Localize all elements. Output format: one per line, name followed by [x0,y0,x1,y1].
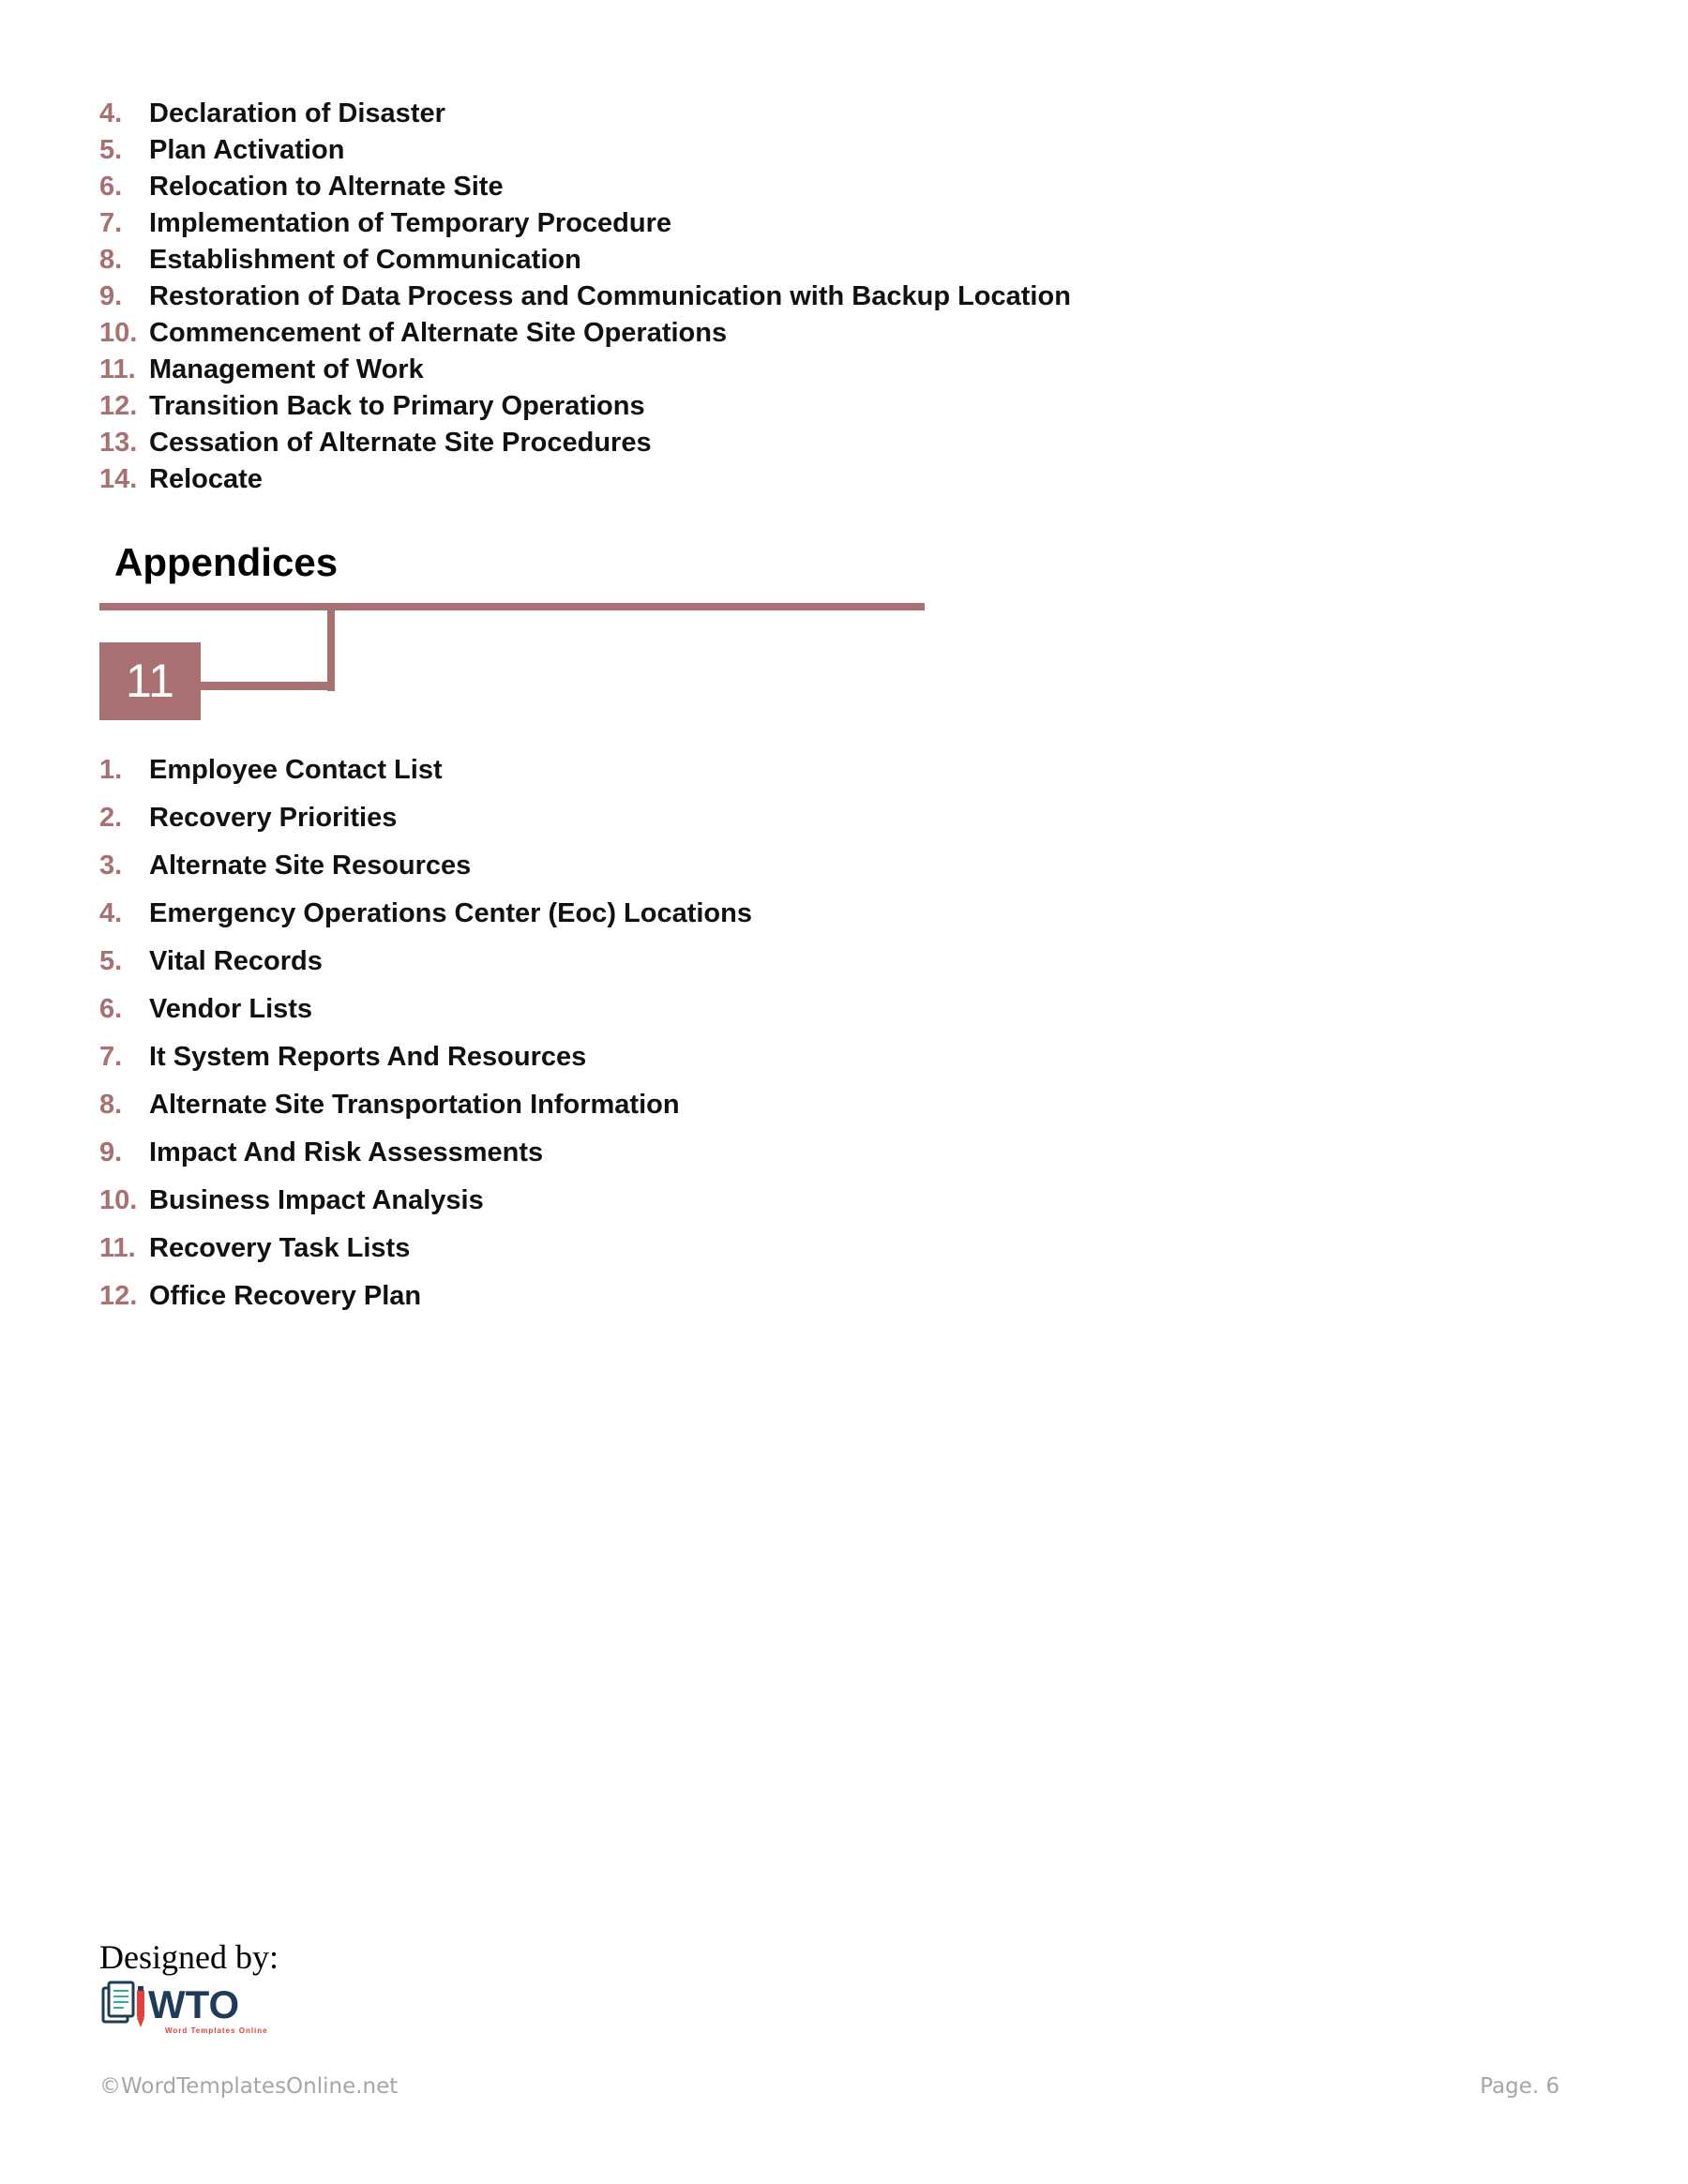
list-number: 13. [99,428,138,458]
list-number: 14. [99,464,138,494]
list-item [99,205,1071,242]
list-item [99,1087,752,1135]
appendices-list [99,752,752,1326]
list-number: 11. [99,1233,136,1263]
section-connector-horizontal [199,682,335,690]
list-item [99,388,1071,425]
list-text: Transition Back to Primary Operations [149,391,645,421]
list-text: Alternate Site Resources [149,851,472,881]
wto-logo[interactable] [99,1979,291,2041]
list-text: Relocate [149,464,263,494]
list-text: Management of Work [149,354,424,384]
list-text: Vendor Lists [149,994,313,1024]
list-text: Implementation of Temporary Procedure [149,208,672,238]
list-number: 10. [99,318,138,348]
list-text: Relocation to Alternate Site [149,172,504,202]
list-item [99,1278,752,1326]
list-number: 4. [99,898,123,928]
list-text: Plan Activation [149,135,345,165]
list-text: It System Reports And Resources [149,1042,587,1072]
list-number: 4. [99,98,123,128]
procedure-list [99,96,1071,498]
list-text: Vital Records [149,946,323,976]
list-text: Office Recovery Plan [149,1281,422,1311]
section-divider [99,603,925,610]
list-item [99,752,752,800]
list-item [99,896,752,943]
list-text: Declaration of Disaster [149,98,445,128]
list-text: Recovery Priorities [149,803,398,833]
list-item [99,96,1071,132]
list-text: Employee Contact List [149,755,443,785]
list-number: 10. [99,1185,138,1215]
list-number: 8. [99,1090,123,1120]
list-item [99,943,752,991]
list-number: 6. [99,172,123,202]
list-item [99,425,1071,461]
list-text: Business Impact Analysis [149,1185,484,1215]
section-title: Appendices [114,540,339,584]
list-item [99,1230,752,1278]
list-number: 7. [99,1042,123,1072]
list-item [99,800,752,848]
list-number: 9. [99,281,123,311]
list-number: 12. [99,1281,138,1311]
section-connector-vertical [327,608,335,691]
list-text: Recovery Task Lists [149,1233,411,1263]
list-item [99,461,1071,498]
list-number: 8. [99,245,123,275]
designed-by-label: Designed by: [99,1938,279,1976]
list-number: 7. [99,208,123,238]
list-item [99,991,752,1039]
list-item [99,1039,752,1087]
list-text: Establishment of Communication [149,245,581,275]
list-item [99,132,1071,169]
document-pen-icon [103,1982,144,2027]
list-item [99,848,752,896]
page-number: Page. 6 [1480,2074,1560,2099]
list-item [99,352,1071,388]
list-text: Alternate Site Transportation Information [149,1090,680,1120]
logo-subtext: Word Templates Online [165,2026,268,2035]
list-text: Cessation of Alternate Site Procedures [149,428,652,458]
list-item [99,169,1071,205]
list-text: Restoration of Data Process and Communication with Backup Location [149,281,1071,311]
list-number: 5. [99,135,123,165]
list-number: 5. [99,946,123,976]
list-item [99,1135,752,1182]
list-item [99,242,1071,279]
list-item [99,1182,752,1230]
list-number: 11. [99,354,136,384]
list-number: 6. [99,994,123,1024]
list-number: 12. [99,391,138,421]
list-item [99,315,1071,352]
list-text: Emergency Operations Center (Eoc) Locations [149,898,752,928]
list-number: 1. [99,755,123,785]
section-number-badge: 11 [99,642,201,720]
list-number: 2. [99,803,123,833]
list-item [99,279,1071,315]
logo-wordmark: WTO [148,1982,240,2026]
list-number: 3. [99,851,123,881]
list-number: 9. [99,1137,123,1167]
list-text: Impact And Risk Assessments [149,1137,544,1167]
copyright-text: ©WordTemplatesOnline.net [99,2074,399,2099]
list-text: Commencement of Alternate Site Operations [149,318,728,348]
